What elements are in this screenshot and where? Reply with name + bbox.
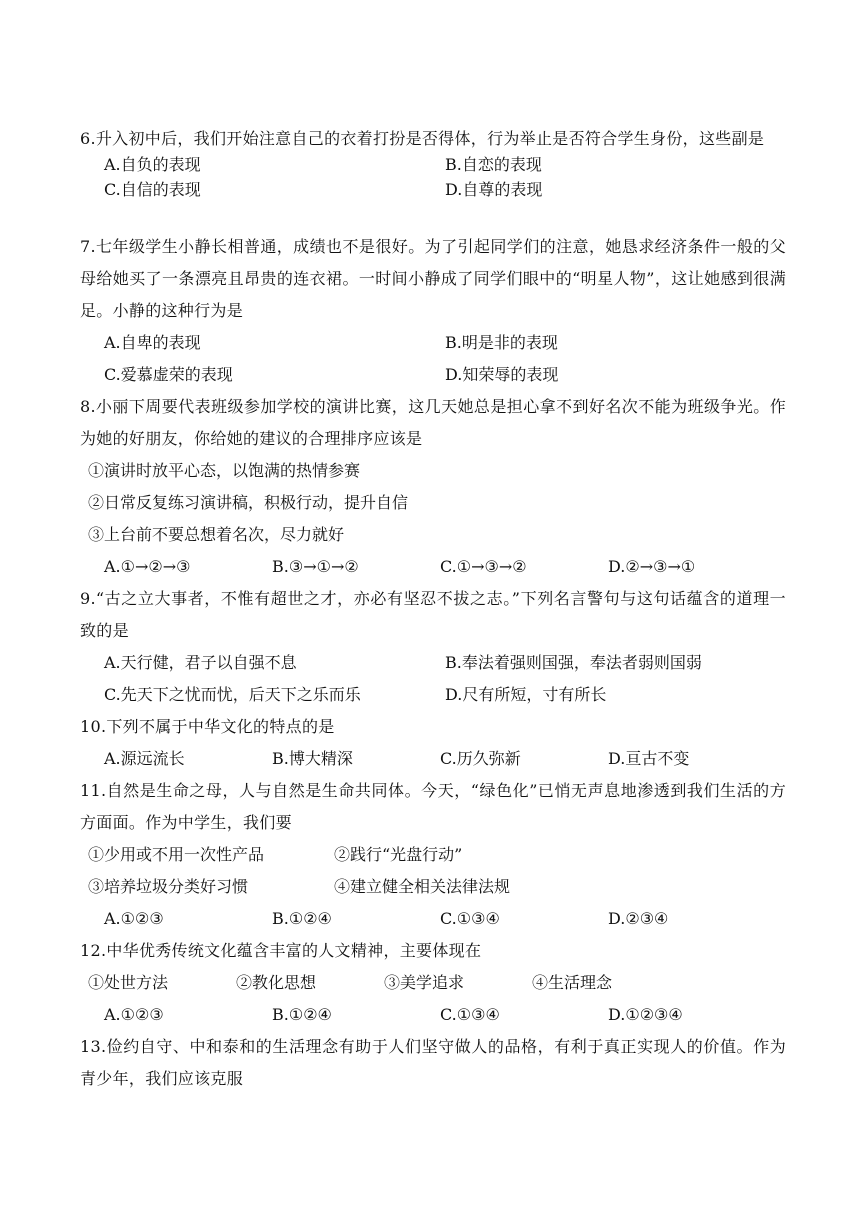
option-c: C.①③④ xyxy=(440,909,500,928)
question-stem: 7.七年级学生小静长相普通，成绩也不是很好。为了引起同学们的注意，她恳求经济条件一般的父母给她买了一条漂亮且昂贵的连衣裙。一时间小静成了同学们眼中的“明星人物”，这让她感到很满足。小静的这种行为是 xyxy=(80,237,786,320)
option-list xyxy=(104,551,786,583)
question-stem: 13.俭约自守、中和泰和的生活理念有助于人们坚守做人的品格，有利于真正实现人的价值。作为青少年，我们应该克服 xyxy=(80,1037,786,1088)
question-stem: 8.小丽下周要代表班级参加学校的演讲比赛，这几天她总是担心拿不到好名次不能为班级争光。作为她的好朋友，你给她的建议的合理排序应该是 xyxy=(80,397,786,448)
option-b: B.明是非的表现 xyxy=(445,333,558,352)
question-8 xyxy=(80,391,786,583)
statement-3: ③美学追求 xyxy=(384,973,465,992)
option-a: A.①→②→③ xyxy=(104,557,191,576)
statement-3: ③上台前不要总想着名次，尽力就好 xyxy=(88,525,345,544)
option-d: D.①②③④ xyxy=(608,1005,683,1024)
option-a: A.自卑的表现 xyxy=(104,333,201,352)
statement-3: ③培养垃圾分类好习惯 xyxy=(88,877,249,896)
option-d: D.知荣辱的表现 xyxy=(445,365,559,384)
statement-1: ①处世方法 xyxy=(88,973,169,992)
statement-row xyxy=(88,967,786,999)
option-a: A.源远流长 xyxy=(104,749,185,768)
question-12 xyxy=(80,935,786,1031)
question-10 xyxy=(80,711,786,775)
option-d: D.②③④ xyxy=(608,909,669,928)
option-list xyxy=(104,743,786,775)
option-list xyxy=(104,903,786,935)
option-d: D.自尊的表现 xyxy=(445,180,543,199)
option-d: D.亘古不变 xyxy=(608,749,690,768)
option-b: B.自恋的表现 xyxy=(445,155,542,174)
question-11 xyxy=(80,775,786,935)
statement-4: ④生活理念 xyxy=(532,973,613,992)
option-list xyxy=(104,152,786,202)
question-stem: 12.中华优秀传统文化蕴含丰富的人文精神，主要体现在 xyxy=(80,941,482,960)
option-d: D.尺有所短，寸有所长 xyxy=(445,685,607,704)
question-stem: 9.“古之立大事者，不惟有超世之才，亦必有坚忍不拔之志。”下列名言警句与这句话蕴含的道理一致的是 xyxy=(80,589,786,640)
option-c: C.先天下之忧而忧，后天下之乐而乐 xyxy=(104,685,361,704)
statement-1: ①少用或不用一次性产品 xyxy=(88,845,265,864)
statement-2: ②教化思想 xyxy=(236,973,317,992)
question-stem: 11.自然是生命之母，人与自然是生命共同体。今天，“绿色化”已悄无声息地渗透到我们生活的方方面面。作为中学生，我们要 xyxy=(80,781,786,832)
statement-1: ①演讲时放平心态，以饱满的热情参赛 xyxy=(88,461,361,480)
option-b: B.①②④ xyxy=(272,909,332,928)
question-6 xyxy=(80,114,786,202)
option-c: C.自信的表现 xyxy=(104,180,201,199)
statement-row xyxy=(88,839,786,871)
option-list xyxy=(104,999,786,1031)
statement-4: ④建立健全相关法律法规 xyxy=(334,877,511,896)
option-b: B.①②④ xyxy=(272,1005,332,1024)
option-c: C.①→③→② xyxy=(440,557,527,576)
option-a: A.①②③ xyxy=(104,909,164,928)
option-c: C.爱慕虚荣的表现 xyxy=(104,365,233,384)
question-7 xyxy=(80,231,786,391)
question-13 xyxy=(80,1031,786,1095)
statement-row xyxy=(88,871,786,903)
option-list xyxy=(104,647,786,711)
option-c: C.①③④ xyxy=(440,1005,500,1024)
question-stem: 6.升入初中后，我们开始注意自己的衣着打扮是否得体，行为举止是否符合学生身份，这些副是 xyxy=(80,129,765,148)
question-stem: 10.下列不属于中华文化的特点的是 xyxy=(80,717,335,736)
option-b: B.③→①→② xyxy=(272,557,359,576)
option-a: A.自负的表现 xyxy=(104,155,201,174)
question-9 xyxy=(80,583,786,711)
statement-2: ②日常反复练习演讲稿，积极行动，提升自信 xyxy=(88,493,409,512)
option-list xyxy=(104,327,786,391)
option-b: B.奉法着强则国强，奉法者弱则国弱 xyxy=(445,653,702,672)
statement-2: ②践行“光盘行动” xyxy=(334,845,463,864)
option-c: C.历久弥新 xyxy=(440,749,521,768)
option-a: A.①②③ xyxy=(104,1005,164,1024)
option-b: B.博大精深 xyxy=(272,749,353,768)
option-a: A.天行健，君子以自强不息 xyxy=(104,653,297,672)
option-d: D.②→③→① xyxy=(608,557,696,576)
